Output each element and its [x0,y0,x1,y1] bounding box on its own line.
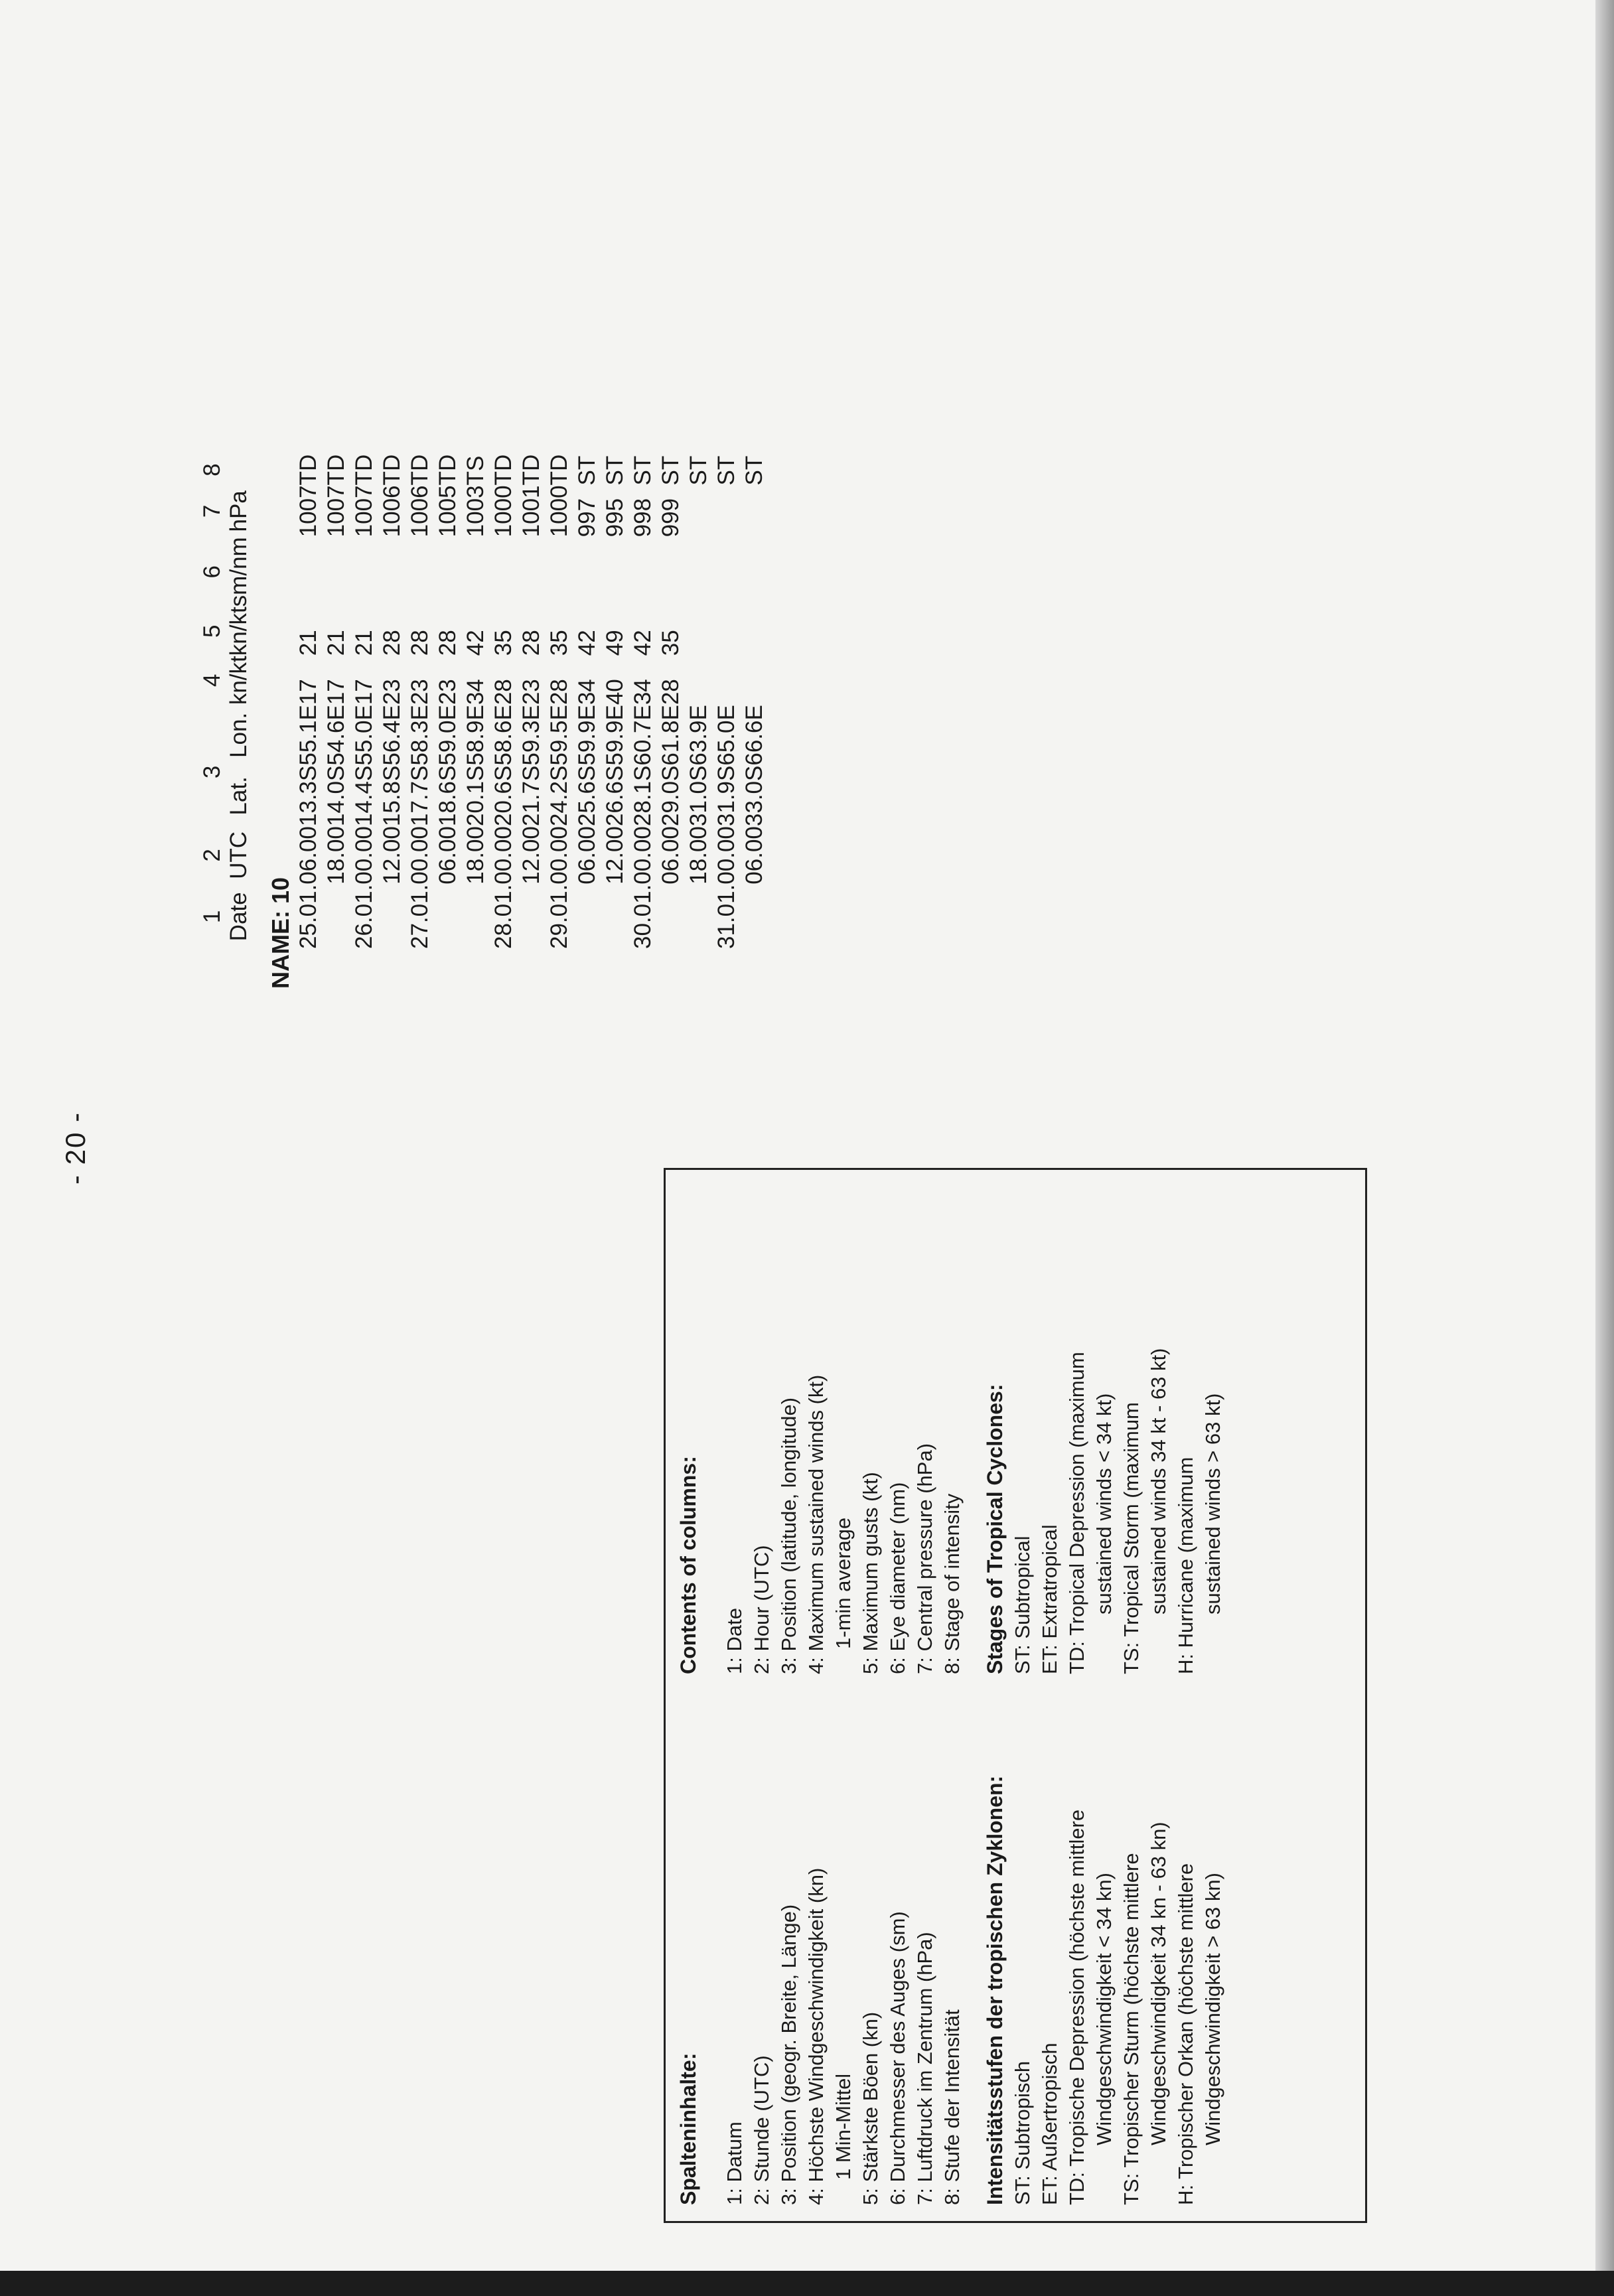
cell-stage: TD [351,454,377,486]
cell-date [434,885,462,949]
cell-lat: 18.6S [435,765,461,827]
track-table [199,454,769,989]
cell-lat: 13.3S [295,765,321,827]
cell-eye [490,537,518,607]
legend-line: ET: Extratropical [1038,1524,1061,1674]
legend-line: 5: Maximum gusts (kt) [859,1472,882,1674]
cell-date [323,885,350,949]
column-number: 6 [199,565,225,579]
cell-eye [573,537,601,607]
legend-title-de: Spalteninhalte: [676,2052,700,2205]
cell-lon: 66.6E [741,705,767,766]
cell-wind: 17 [323,679,349,705]
column-unit: sm/nm [226,537,252,607]
legend-line: 1: Date [723,1608,746,1674]
legend-german [675,1687,1226,2205]
legend-line: Windgeschwindigkeit 34 kn - 63 kn) [1147,1822,1170,2145]
cell-lon: 59.5E [546,705,572,766]
cell-lon: 55.0E [351,705,377,766]
cell-date: 31.01. [713,884,739,949]
legend-line: 1-min average [832,1517,855,1649]
legend-line: 2: Hour (UTC) [750,1545,773,1674]
table-row [601,455,629,949]
legend-line: 7: Luftdruck im Zentrum (hPa) [913,1932,936,2205]
cell-stage: TD [490,454,516,486]
cell-gust: 28 [435,630,461,656]
legend-english [675,1183,1226,1674]
cell-utc: 12.00 [379,826,405,885]
cell-hpa: 1001 [518,485,544,538]
table-row [518,455,546,949]
cell-gust: 21 [351,630,377,656]
legend-line: 3: Position (latitude, longitude) [777,1397,800,1674]
legend-line: H: Hurricane (maximum [1174,1457,1197,1674]
page-number: - 20 - [60,1111,91,1185]
cell-hpa: 997 [574,498,600,538]
cell-lat: 14.4S [351,765,377,827]
cell-utc: 18.00 [686,826,711,885]
table-row [406,455,434,949]
column-unit: kn/kt [226,607,252,656]
cell-wind: 28 [490,679,516,705]
column-unit [226,455,252,486]
table-row [629,455,657,949]
cell-gust: 42 [630,630,656,656]
cell-stage: ST [686,455,711,486]
cell-stage: TD [295,454,321,486]
cell-wind [713,656,741,705]
legend-line: Windgeschwindigkeit > 63 kn) [1201,1873,1224,2145]
cell-hpa: 1007 [323,485,349,538]
cell-utc: 12.00 [602,826,628,885]
column-unit: kn/kt [226,656,252,705]
legend-line: TD: Tropical Depression (maximum [1065,1352,1088,1674]
cell-lon: 58.9E [463,705,488,766]
cell-utc: 06.00 [435,826,461,885]
table-row [685,455,713,949]
column-unit: Lon. [226,712,252,758]
cell-eye [295,537,323,607]
cell-lon: 54.6E [323,705,349,766]
cell-eye [546,537,573,607]
cell-lon: 59.3E [518,705,544,766]
cell-eye [657,537,685,607]
table-row [741,455,769,949]
stages-title-de: Intensitätsstufen der tropischen Zyklonen: [983,1775,1007,2205]
cell-date [573,885,601,949]
cell-date [518,885,546,949]
name-row [267,455,295,949]
cell-utc: 00.00 [407,826,433,885]
legend-line: ET: Außertropisch [1038,2043,1061,2205]
cell-lat: 15.8S [379,765,405,827]
scan-edge-right [1595,0,1614,2296]
legend-line: Windgeschwindigkeit < 34 kn) [1092,1873,1116,2145]
legend-line: 5: Stärkste Böen (kn) [859,2011,882,2205]
cell-wind: 34 [630,679,656,705]
cell-hpa: 1005 [435,485,461,538]
cell-gust: 35 [490,630,516,656]
column-number: 3 [199,765,225,779]
column-number-row [199,455,226,949]
cell-utc: 06.00 [574,826,600,885]
cell-utc: 06.00 [658,826,684,885]
cell-wind: 23 [435,679,461,705]
table-row [657,455,685,949]
cell-stage: TS [463,455,488,486]
column-number: 8 [199,463,225,476]
cell-stage: ST [658,455,684,486]
legend-line: TD: Tropische Depression (höchste mittlere [1065,1809,1088,2205]
cell-hpa: 1006 [379,485,405,538]
table-row [713,455,741,949]
cell-stage: ST [602,455,628,486]
legend-content [662,1170,1365,2225]
cell-wind [741,656,769,705]
table-row [490,455,518,949]
legend-line: 6: Durchmesser des Auges (sm) [886,1911,909,2205]
cell-lat: 14.0S [323,765,349,827]
cell-gust: 42 [574,630,600,656]
cell-lat: 29.0S [658,765,684,827]
cell-eye [713,537,741,607]
cell-eye [685,537,713,607]
cell-hpa: 1003 [463,485,488,538]
cell-lat: 31.9S [713,765,739,827]
table-row [378,455,406,949]
cell-gust: 28 [407,630,433,656]
cell-wind: 17 [351,679,377,705]
legend-line: 7: Central pressure (hPa) [913,1443,936,1674]
legend-line: TS: Tropical Storm (maximum [1120,1402,1143,1674]
cell-stage: TD [435,454,461,486]
cell-stage: TD [379,454,405,486]
cell-lon: 61.8E [658,705,684,766]
cell-lat: 28.1S [630,765,656,827]
cell-utc: 12.00 [518,826,544,885]
cell-date [741,885,769,949]
cell-gust [713,607,741,656]
cell-gust: 21 [323,630,349,656]
cell-gust: 28 [518,630,544,656]
cell-lon: 55.1E [295,705,321,766]
cell-stage: TD [407,454,433,486]
cell-gust: 35 [658,630,684,656]
cell-lat: 20.6S [490,765,516,827]
cell-gust: 42 [463,630,488,656]
legend-line: sustained winds < 34 kt) [1092,1393,1116,1614]
cell-hpa: 999 [658,498,684,538]
cell-wind: 40 [602,679,628,705]
column-unit: UTC [226,831,252,879]
cell-stage: ST [574,455,600,486]
cell-wind: 23 [379,679,405,705]
cell-lon: 59.9E [602,705,628,766]
legend-line: sustained winds > 63 kt) [1201,1393,1224,1614]
cell-stage: TD [518,454,544,486]
cell-lon: 59.0E [435,705,461,766]
cell-lon: 58.3E [407,705,433,766]
column-number [199,705,226,765]
cell-date [378,885,406,949]
legend-line: TS: Tropischer Sturm (höchste mittlere [1120,1853,1143,2205]
cell-hpa: 998 [630,498,656,538]
cell-lat: 24.2S [546,765,572,827]
legend-line: 4: Höchste Windgeschwindigkeit (kn) [804,1867,828,2205]
cell-utc: 18.00 [463,826,488,885]
table-row [573,455,601,949]
cell-wind: 34 [574,679,600,705]
cell-stage: TD [323,454,349,486]
cell-wind: 23 [518,679,544,705]
column-unit: Date [226,892,252,942]
cell-wind [685,656,713,705]
cell-eye [434,537,462,607]
cell-date [601,885,629,949]
cell-date [657,885,685,949]
cell-hpa: 1007 [351,485,377,538]
legend-line: 6: Eye diameter (nm) [886,1482,909,1674]
cell-hpa [741,485,769,537]
cell-date [462,885,490,949]
cell-eye [601,537,629,607]
legend-line: 1 Min-Mittel [832,2073,855,2180]
column-unit-row [226,455,252,949]
cell-lat: 26.6S [602,765,628,827]
table-row [546,455,573,949]
table-row [462,455,490,949]
cell-lat: 17.7S [407,765,433,827]
cell-utc: 00.00 [630,826,656,885]
cell-hpa: 1000 [546,485,572,538]
column-number: 5 [199,624,225,638]
cell-eye [406,537,434,607]
cell-utc: 06.00 [741,826,767,885]
legend-line: 8: Stufe der Intensität [940,2009,964,2205]
cell-hpa: 1000 [490,485,516,538]
cell-wind: 23 [407,679,433,705]
cell-stage: TD [546,454,572,486]
cell-date: 27.01. [407,884,433,949]
cell-date: 26.01. [351,884,377,949]
cell-eye [518,537,546,607]
column-unit: Lat. [226,776,252,816]
cell-lat: 25.6S [574,765,600,827]
cell-date: 25.01. [295,884,321,949]
cell-gust: 28 [379,630,405,656]
cell-utc: 00.00 [490,826,516,885]
legend-line: sustained winds 34 kt - 63 kt) [1147,1348,1170,1614]
cell-date: 29.01. [546,884,572,949]
cell-stage: ST [713,455,739,486]
table-row [323,455,350,949]
legend-line: H: Tropischer Orkan (höchste mittlere [1174,1863,1197,2205]
cell-wind: 17 [295,679,321,705]
cell-stage: ST [741,455,767,486]
cell-date: 30.01. [630,884,656,949]
cell-eye [378,537,406,607]
cell-hpa [713,485,741,537]
column-unit: hPa [226,490,252,532]
cell-lon: 59.9E [574,705,600,766]
cell-lon: 63.9E [686,705,711,766]
cell-hpa: 1006 [407,485,433,538]
cell-gust: 49 [602,630,628,656]
cell-eye [741,537,769,607]
cell-hpa [685,485,713,537]
cell-lon: 65.0E [713,705,739,766]
legend-line: 4: Maximum sustained winds (kt) [804,1374,828,1674]
cell-hpa: 995 [602,498,628,538]
cell-utc: 00.00 [546,826,572,885]
cell-date: 28.01. [490,884,516,949]
cell-wind: 34 [463,679,488,705]
track-table-rotated [199,454,769,989]
column-number: 7 [199,504,225,518]
cell-wind: 28 [658,679,684,705]
cell-eye [350,537,378,607]
table-row [434,455,462,949]
cell-date [685,885,713,949]
cell-eye [462,537,490,607]
cell-gust: 35 [546,630,572,656]
cell-hpa: 1007 [295,485,321,538]
cell-gust: 21 [295,630,321,656]
table-row [350,455,378,949]
cell-gust [741,607,769,656]
legend-line: ST: Subtropical [1011,1536,1034,1674]
cell-stage: ST [630,455,656,486]
cell-utc: 00.00 [351,826,377,885]
legend-line: 1: Datum [723,2121,746,2205]
column-number: 1 [199,910,225,924]
legend-title-en: Contents of columns: [676,1456,700,1674]
legend-box [664,1168,1367,2223]
legend-line: 8: Stage of intensity [940,1493,964,1674]
cell-lat: 20.1S [463,765,488,827]
legend-line: 3: Position (geogr. Breite, Länge) [777,1904,800,2205]
table-row [295,455,323,949]
cell-lat: 33.0S [741,765,767,827]
storm-name-label: NAME: 10 [267,877,294,989]
cell-wind: 28 [546,679,572,705]
track-table-area [0,100,1586,1108]
cell-lon: 56.4E [379,705,405,766]
cell-utc: 06.00 [295,826,321,885]
cell-lon: 58.6E [490,705,516,766]
spacer-row [252,455,267,949]
legend-line: ST: Subtropisch [1011,2060,1034,2205]
cell-eye [629,537,657,607]
legend-line: 2: Stunde (UTC) [750,2055,773,2205]
column-number: 4 [199,674,225,687]
cell-lat: 31.0S [686,765,711,827]
cell-eye [323,537,350,607]
column-number: 2 [199,849,225,862]
cell-utc: 00.00 [713,826,739,885]
cell-lat: 21.7S [518,765,544,827]
stages-title-en: Stages of Tropical Cyclones: [983,1384,1007,1674]
cell-lon: 60.7E [630,705,656,766]
cell-utc: 18.00 [323,826,349,885]
cell-gust [685,607,713,656]
